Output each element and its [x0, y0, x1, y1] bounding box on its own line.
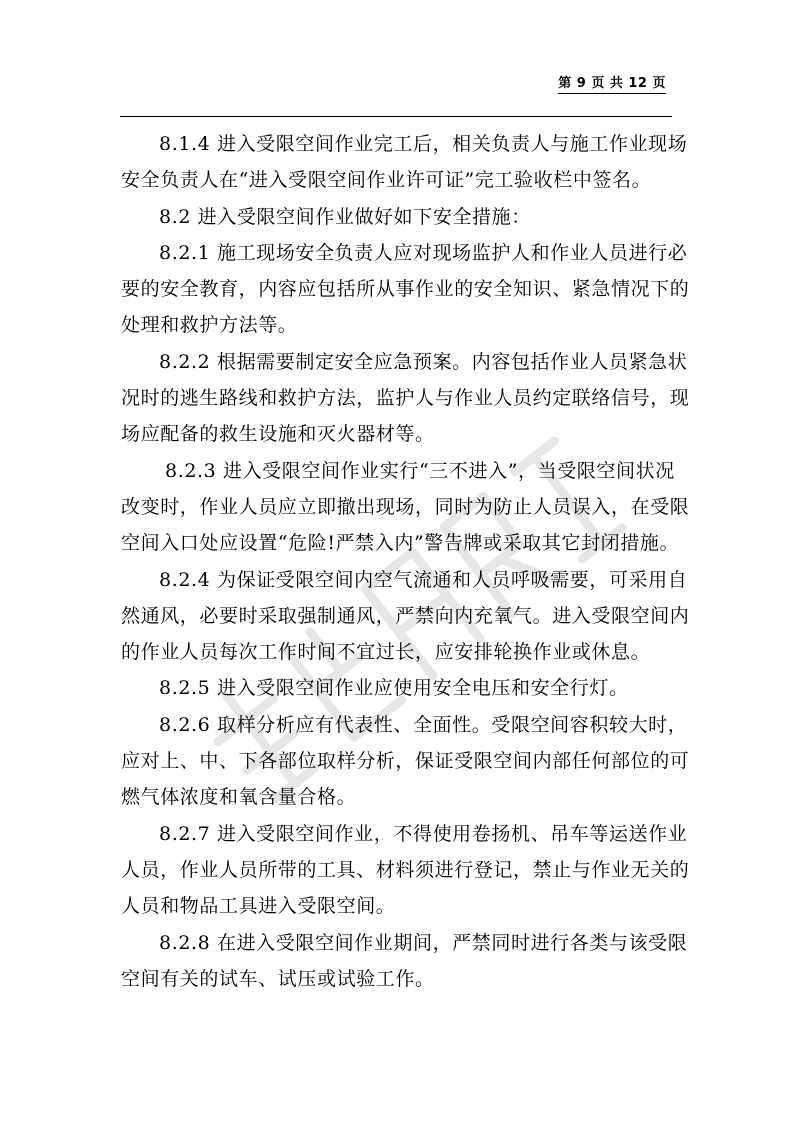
- text-line: 人员，作业人员所带的工具、材料须进行登记，禁止与作业无关的: [121, 858, 690, 881]
- text-line: 安全负责人在“进入受限空间作业许可证”完工验收栏中签名。: [121, 169, 652, 192]
- text-line: 8.2.7 进入受限空间作业，不得使用卷扬机、吊车等运送作业: [159, 822, 688, 845]
- paragraph-8-2-6: [121, 707, 690, 816]
- text-line: 应对上、中、下各部位取样分析，保证受限空间内部任何部位的可: [121, 750, 690, 773]
- document-body: [121, 126, 690, 997]
- text-line: 的作业人员每次工作时间不宜过长，应安排轮换作业或休息。: [121, 641, 651, 664]
- text-line: 燃气体浓度和氧含量合格。: [121, 786, 357, 809]
- paragraph-8-1-4: [121, 126, 688, 199]
- text-line: 8.2.4 为保证受限空间内空气流通和人员呼吸需要，可采用自: [159, 568, 688, 591]
- text-line: 8.2.3 进入受限空间作业实行“三不进入”，当受限空间状况: [165, 459, 675, 482]
- paragraph-8-2-1: [121, 235, 690, 344]
- paragraph-8-2-5: [121, 670, 673, 706]
- paragraph-8-2-3: [121, 453, 690, 562]
- paragraph-8-2-8: [121, 925, 688, 998]
- text-line: 8.1.4 进入受限空间作业完工后，相关负责人与施工作业现场: [159, 133, 688, 155]
- text-line: 8.2.1 施工现场安全负责人应对现场监护人和作业人员进行必: [159, 241, 688, 264]
- paragraph-8-2-4: [121, 562, 690, 671]
- text-line: 改变时，作业人员应立即撤出现场，同时为防止人员误入，在受限: [121, 495, 690, 518]
- text-line: 要的安全教育，内容应包括所从事作业的安全知识、紧急情况下的: [121, 278, 690, 301]
- text-line: 然通风，必要时采取强制通风，严禁向内充氧气。进入受限空间内: [121, 604, 690, 627]
- text-line: 人员和物品工具进入受限空间。: [121, 895, 396, 918]
- text-line: 处理和救护方法等。: [121, 314, 298, 337]
- text-line: 8.2 进入受限空间作业做好如下安全措施：: [159, 205, 531, 228]
- text-line: 8.2.6 取样分析应有代表性、全面性。受限空间容积较大时，: [159, 713, 688, 736]
- text-line: 8.2.8 在进入受限空间作业期间，严禁同时进行各类与该受限: [159, 931, 688, 954]
- text-line: 场应配备的救生设施和灭火器材等。: [121, 423, 435, 446]
- page-header: [120, 70, 672, 117]
- paragraph-8-2: [121, 199, 673, 235]
- paragraph-8-2-2: [121, 344, 690, 453]
- text-line: 况时的逃生路线和救护方法，监护人与作业人员约定联络信号，现: [121, 387, 690, 410]
- text-line: 空间入口处应设置“危险!严禁入内”警告牌或采取其它封闭措施。: [121, 532, 680, 555]
- text-line: 空间有关的试车、试压或试验工作。: [121, 967, 435, 990]
- text-line: 8.2.2 根据需要制定安全应急预案。内容包括作业人员紧急状: [159, 350, 688, 373]
- text-line: 8.2.5 进入受限空间作业应使用安全电压和安全行灯。: [159, 677, 629, 700]
- paragraph-8-2-7: [121, 816, 690, 925]
- page-number: 第 9 页 共 12 页: [558, 72, 666, 94]
